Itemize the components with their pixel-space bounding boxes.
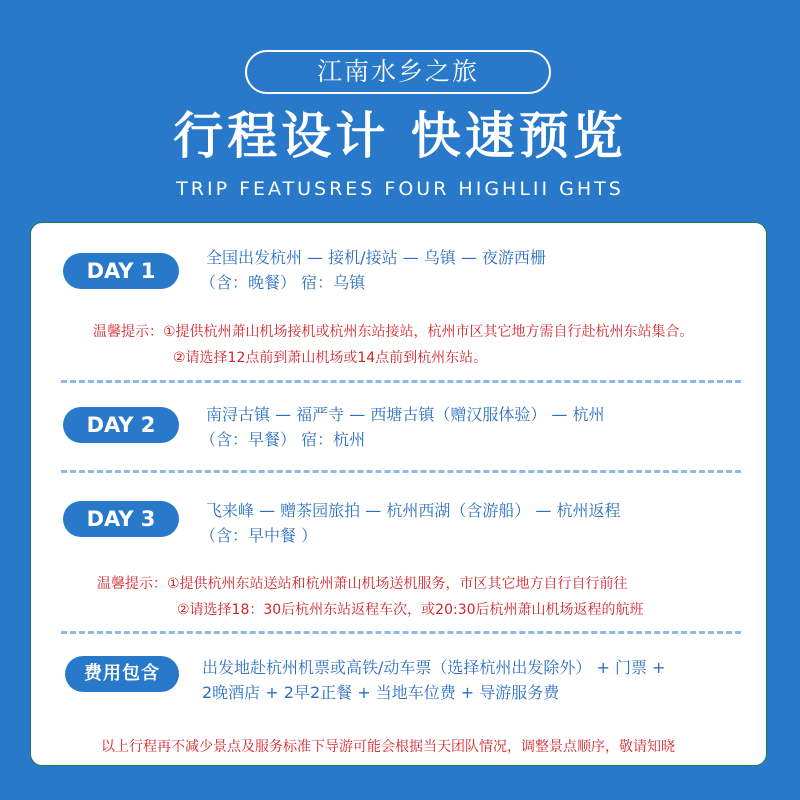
itinerary-card <box>30 222 767 766</box>
day-3-tip-2: ②请选择18：30后杭州东站返程车次，或20:30后杭州萧山机场返程的航班 <box>177 602 644 618</box>
day-1-meals-stay: （含：晚餐） 宿：乌镇 <box>200 273 366 292</box>
page-subtitle: TRIP FEATUSRES FOUR HIGHLII GHTS <box>176 178 624 200</box>
day-3-badge: DAY 3 <box>63 501 179 537</box>
page-title: 行程设计 快速预览 <box>173 107 627 165</box>
fees-line-1: 出发地赴杭州机票或高铁/动车票（选择杭州出发除外） + 门票 + <box>202 658 666 677</box>
footer-note: 以上行程再不减少景点及服务标准下导游可能会根据当天团队情况，调整景点顺序，敬请知晓 <box>101 739 675 755</box>
fees-badge: 费用包含 <box>65 656 179 692</box>
divider <box>61 470 741 473</box>
day-3-tip-1: 温馨提示：①提供杭州东站送站和杭州萧山机场送机服务，市区其它地方自行自行前往 <box>97 576 628 592</box>
day-1-badge: DAY 1 <box>63 253 179 289</box>
day-1-tip-1: 温馨提示：①提供杭州萧山机场接机或杭州东站接站，杭州市区其它地方需自行赴杭州东站集合。 <box>93 324 694 340</box>
fees-line-2: 2晚酒店 + 2早2正餐 + 当地车位费 + 导游服务费 <box>202 683 560 702</box>
pill-title: 江南水乡之旅 <box>245 50 551 94</box>
day-3-route: 飞来峰 — 赠茶园旅拍 — 杭州西湖（含游船） — 杭州返程 <box>206 501 621 520</box>
divider <box>61 380 741 383</box>
day-1-tip-2: ②请选择12点前到萧山机场或14点前到杭州东站。 <box>173 350 488 366</box>
day-2-badge: DAY 2 <box>63 407 179 443</box>
day-2-route: 南浔古镇 — 福严寺 — 西塘古镇（赠汉服体验） — 杭州 <box>206 405 605 424</box>
divider <box>61 631 741 634</box>
day-2-meals-stay: （含：早餐） 宿：杭州 <box>200 430 366 449</box>
day-1-route: 全国出发杭州 — 接机/接站 — 乌镇 — 夜游西栅 <box>206 248 546 267</box>
day-3-meals-stay: （含：早中餐 ） <box>200 526 318 545</box>
